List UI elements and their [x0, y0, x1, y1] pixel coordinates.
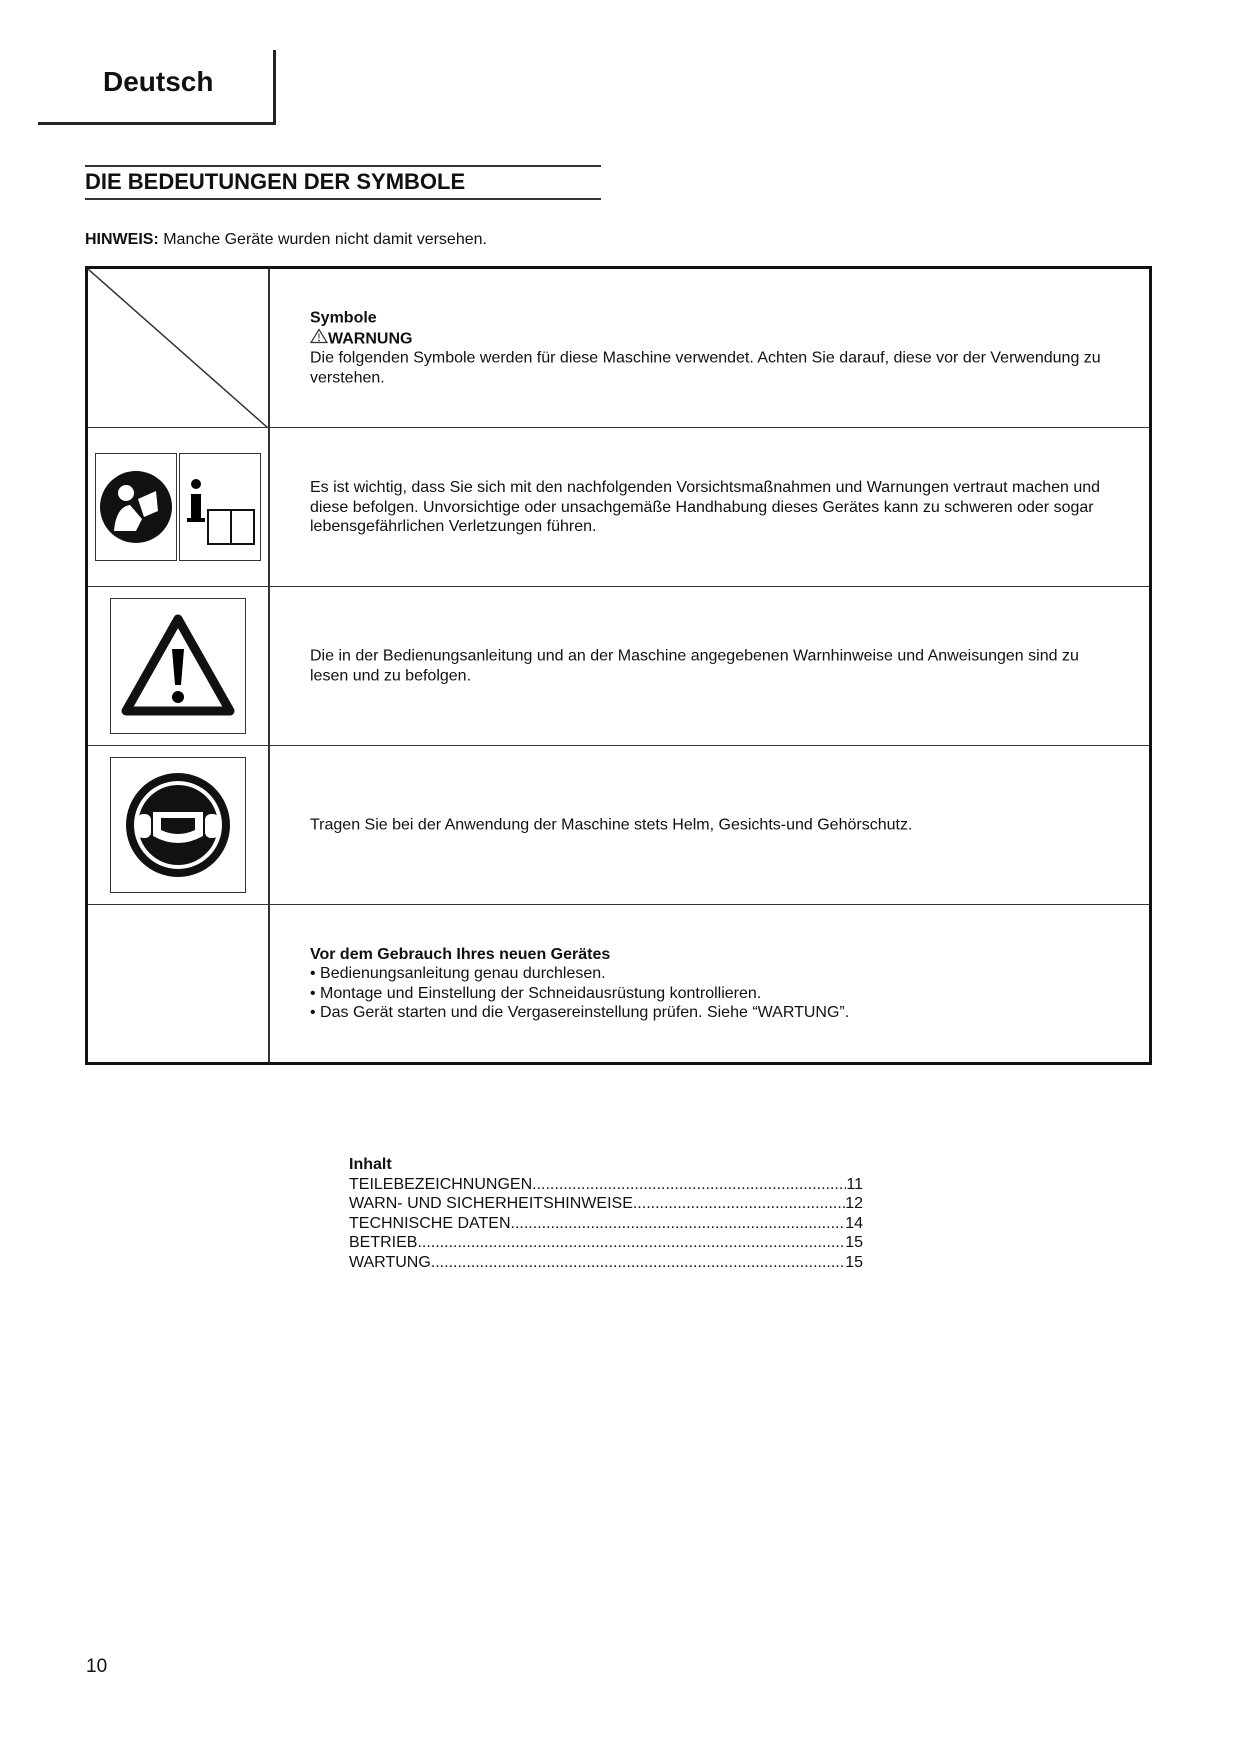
note-text: Manche Geräte wurden nicht damit versehen.: [158, 231, 487, 248]
note-label: HINWEIS:: [85, 231, 159, 248]
section-heading: DIE BEDEUTUNGEN DER SYMBOLE: [85, 169, 466, 194]
tab-border: [273, 50, 276, 125]
table-row: [88, 746, 1149, 905]
warning-small-icon: [310, 330, 328, 347]
toc-title: Inhalt: [349, 1156, 392, 1173]
symbols-table: [85, 266, 1152, 1065]
symbols-title: Symbole: [310, 309, 377, 327]
helmet-face-ear-protection-icon: [110, 757, 246, 893]
symbols-description: Die folgenden Symbole werden für diese Maschine verwendet. Achten Sie darauf, diese vor der Verwendung zu verstehen.: [310, 349, 1101, 386]
toc-entry[interactable]: WARTUNG ..... 15: [349, 1253, 863, 1273]
heading-rule: [85, 198, 601, 200]
before-use-title: Vor dem Gebrauch Ihres neuen Gerätes: [310, 945, 611, 963]
note: [85, 231, 487, 249]
table-row: [88, 269, 1149, 428]
warning-triangle-icon: [110, 598, 246, 734]
heading-rule: [85, 165, 601, 167]
list-item: • Das Gerät starten und die Vergasereinstellung prüfen. Siehe “WARTUNG”.: [310, 1004, 850, 1021]
info-manual-icon: [179, 453, 261, 561]
row-text: Die in der Bedienungsanleitung und an der Maschine angegebenen Warnhinweise und Anweisungen sind zu lesen und zu befolgen.: [310, 647, 1079, 684]
toc-entry[interactable]: BETRIEB ..... 15: [349, 1233, 863, 1253]
page-number: 10: [86, 1656, 108, 1677]
table-row: [88, 587, 1149, 746]
toc-entry[interactable]: WARN- UND SICHERHEITSHINWEISE ..... 12: [349, 1194, 863, 1214]
table-row: [88, 905, 1149, 1062]
tab-border: [38, 122, 276, 125]
read-manual-icon: [95, 453, 177, 561]
row-text: Tragen Sie bei der Anwendung der Maschine stets Helm, Gesichts-und Gehörschutz.: [310, 816, 913, 834]
list-item: • Montage und Einstellung der Schneidausrüstung kontrollieren.: [310, 984, 762, 1002]
warning-label: WARNUNG: [328, 330, 413, 347]
row-text: Es ist wichtig, dass Sie sich mit den nachfolgenden Vorsichtsmaßnahmen und Warnungen vertraut machen und diese befolgen. Unvorsichtige oder unsachgemäße Handhabung dieses Gerätes kann zu schweren oder sogar lebensgefährlichen Verletzungen führen.: [310, 478, 1101, 535]
toc-entry[interactable]: TECHNISCHE DATEN ..... 14: [349, 1214, 863, 1234]
table-of-contents: [349, 1155, 863, 1272]
diagonal-line: [88, 269, 269, 428]
table-row: [88, 428, 1149, 587]
language-tab: Deutsch: [103, 66, 214, 97]
toc-entry[interactable]: TEILEBEZEICHNUNGEN ..... 11: [349, 1175, 863, 1195]
list-item: • Bedienungsanleitung genau durchlesen.: [310, 965, 606, 982]
